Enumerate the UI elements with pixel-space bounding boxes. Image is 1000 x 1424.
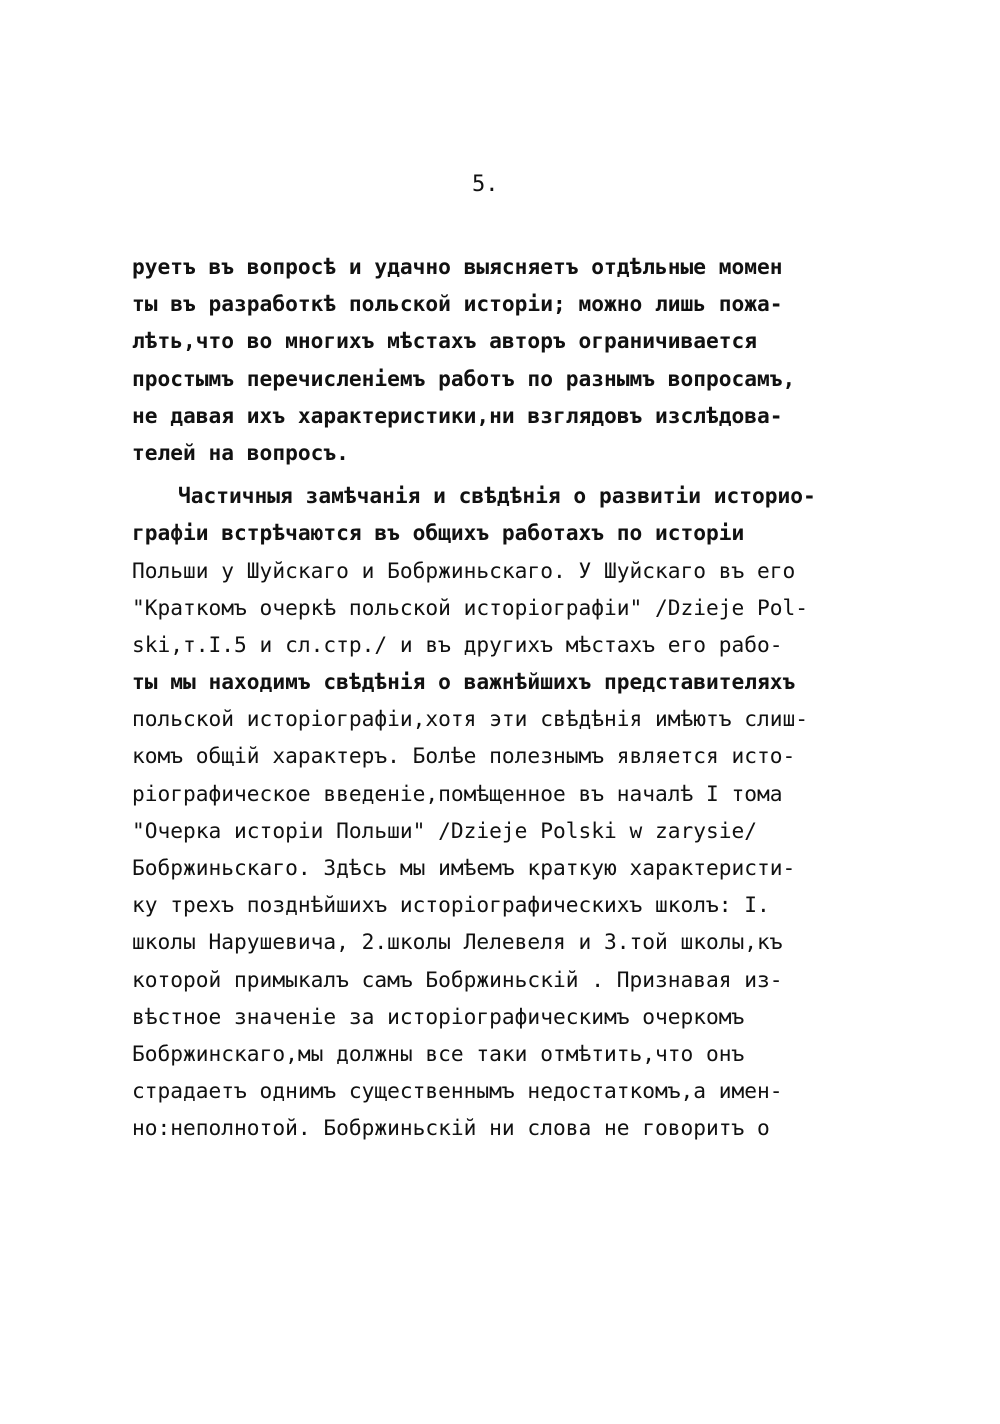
body-text	[132, 248, 872, 1147]
text-line: лѣть,что во многихъ мѣстахъ авторъ ограничивается	[132, 328, 758, 354]
text-line: "Очерка исторіи Польши" /Dzieje Polski w zarysie/	[132, 817, 758, 843]
text-line: но:неполнотой. Бобржиньскій ни слова не говоритъ о	[132, 1115, 770, 1141]
text-line: ты въ разработкѣ польской исторіи; можно лишь пожа-	[132, 291, 783, 317]
text-line: вѣстное значеніе за исторіографическимъ очеркомъ	[132, 1003, 745, 1029]
text-line: комъ общій характеръ. Болѣе полезнымъ является исто-	[132, 743, 796, 769]
text-line: которой примыкалъ самъ Бобржиньскій . Признавая из-	[132, 966, 783, 992]
text-line: "Краткомъ очеркѣ польской исторіографіи" /Dzieje Pol-	[132, 594, 809, 620]
paragraph-2	[132, 477, 872, 1146]
text-line: страдаетъ однимъ существеннымъ недостаткомъ,а имен-	[132, 1078, 783, 1104]
page-number: 5.	[472, 172, 499, 197]
text-line: не давая ихъ характеристики,ни взглядовъ изслѣдова-	[132, 402, 783, 428]
text-line: ты мы находимъ свѣдѣнія о важнѣйшихъ представителяхъ	[132, 669, 796, 695]
paragraph-1	[132, 248, 872, 471]
text-line: Польши у Шуйскаго и Бобржиньскаго. У Шуйскаго въ его	[132, 557, 796, 583]
text-line: Бобржинскаго,мы должны все таки отмѣтить,что онъ	[132, 1040, 745, 1066]
text-line: ку трехъ позднѣйшихъ исторіографическихъ школъ: I.	[132, 892, 770, 918]
text-line: простымъ перечисленіемъ работъ по разнымъ вопросамъ,	[132, 365, 796, 391]
text-line: руетъ въ вопросѣ и удачно выясняетъ отдѣльные момен	[132, 254, 783, 279]
text-line: Бобржиньскаго. Здѣсь мы имѣемъ краткую характеристи-	[132, 855, 796, 880]
text-line: телей на вопросъ.	[132, 439, 349, 465]
text-line: Частичныя замѣчанія и свѣдѣнія о развитіи историо-	[178, 483, 816, 509]
text-line: школы Нарушевича, 2.школы Лелевеля и 3.той школы,къ	[132, 929, 783, 955]
text-line: польской исторіографіи,хотя эти свѣдѣнія имѣютъ слиш-	[132, 706, 809, 732]
text-line: ріографическое введеніе,помѣщенное въ началѣ I тома	[132, 780, 783, 806]
text-line: графіи встрѣчаются въ общихъ работахъ по исторіи	[132, 520, 745, 546]
text-line: ski,т.I.5 и сл.стр./ и въ другихъ мѣстахъ его рабо-	[132, 631, 783, 657]
